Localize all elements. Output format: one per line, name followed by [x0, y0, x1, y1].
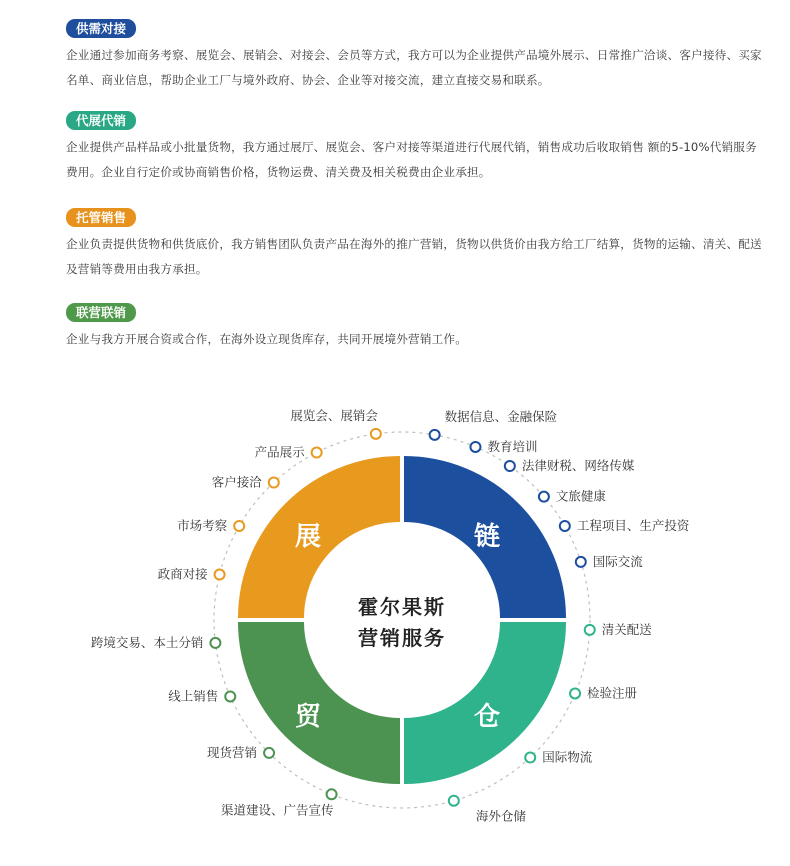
ring-node-marker	[430, 430, 440, 440]
ring-node-label: 渠道建设、广告宣传	[221, 802, 334, 818]
ring-node-label: 教育培训	[487, 438, 538, 454]
ring-node-label: 跨境交易、本土分销	[90, 634, 204, 650]
ring-node-label: 清关配送	[601, 621, 652, 637]
ring-node-marker	[234, 521, 244, 531]
ring-node-marker	[505, 461, 515, 471]
section-tag: 联营联销	[66, 303, 136, 322]
ring-node-marker	[576, 557, 586, 567]
ring-node-marker	[470, 442, 480, 452]
ring-node-label: 产品展示	[254, 444, 305, 460]
ring-node-label: 国际物流	[542, 749, 593, 765]
section-text: 企业与我方开展合资或合作，在海外设立现货库存，共同开展境外营销工作。	[66, 332, 467, 346]
ring-node-label: 国际交流	[592, 553, 643, 569]
section-managed-sales	[66, 207, 766, 282]
ring-node-label: 海外仓储	[475, 808, 526, 824]
ring-node-marker	[539, 492, 549, 502]
center-title-line-1: 霍尔果斯	[358, 595, 446, 619]
ring-node-marker	[570, 688, 580, 698]
section-supply-demand	[66, 18, 766, 93]
ring-node-label: 数据信息、金融保险	[444, 408, 558, 424]
ring-node-marker	[225, 691, 235, 701]
quadrant-char-trade: 贸	[294, 702, 322, 732]
ring-node-marker	[269, 478, 279, 488]
section-tag: 供需对接	[66, 19, 136, 38]
ring-node-label: 检验注册	[587, 685, 638, 701]
section-text: 企业负责提供货物和供货底价，我方销售团队负责产品在海外的推广营销，货物以供货价由我方给工厂结算，货物的运输、清关、配送及营销等费用由我方承担。	[66, 237, 762, 276]
ring-node-marker	[525, 752, 535, 762]
ring-node-label: 展览会、展销会	[290, 407, 378, 423]
quadrant-char-exhibit: 展	[294, 522, 322, 552]
quadrant-char-chain: 链	[473, 522, 501, 552]
ring-node-marker	[327, 789, 337, 799]
ring-node-marker	[215, 570, 225, 580]
section-consignment	[66, 110, 766, 185]
section-text: 企业提供产品样品或小批量货物，我方通过展厅、展览会、客户对接等渠道进行代展代销，销售成功后收取销售 额的5-10%代销服务费用。企业自行定价或协商销售价格，货物运费、清关费及相关税费由企业承担。	[66, 140, 757, 179]
ring-node-label: 工程项目、生产投资	[576, 518, 690, 533]
quadrant-char-warehouse: 仓	[473, 702, 501, 732]
ring-node-label: 客户接洽	[211, 474, 262, 490]
ring-node-marker	[560, 521, 570, 531]
ring-node-label: 线上销售	[168, 688, 219, 704]
ring-node-label: 法律财税、网络传媒	[521, 457, 635, 473]
ring-node-label: 市场考察	[177, 518, 228, 533]
ring-node-label: 文旅健康	[555, 488, 606, 504]
section-tag: 托管销售	[66, 208, 136, 227]
ring-node-marker	[210, 638, 220, 648]
ring-node-marker	[371, 429, 381, 439]
ring-node-marker	[264, 748, 274, 758]
ring-node-label: 政商对接	[157, 566, 208, 582]
ring-node-marker	[449, 796, 459, 806]
section-tag: 代展代销	[66, 111, 136, 130]
section-text: 企业通过参加商务考察、展览会、展销会、对接会、会员等方式，我方可以为企业提供产品境外展示、日常推广洽谈、客户接待、买家名单、商业信息，帮助企业工厂与境外政府、协会、企业等对接交流，建立直接交易和联系。	[66, 48, 762, 87]
center-title-line-2: 营销服务	[358, 626, 446, 650]
section-joint-sales	[66, 302, 766, 352]
ring-node-marker	[585, 625, 595, 635]
center-circle	[306, 522, 501, 716]
ring-node-label: 现货营销	[207, 744, 258, 760]
service-diagram	[0, 395, 790, 866]
ring-node-marker	[312, 447, 322, 457]
